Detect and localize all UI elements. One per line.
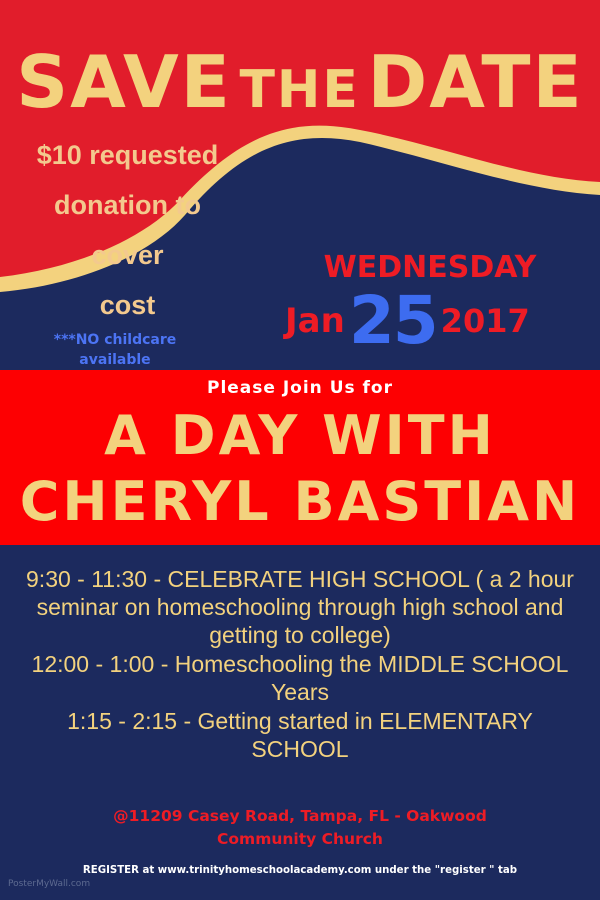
- save-the-date-headline: [0, 40, 600, 124]
- schedule-item: 12:00 - 1:00 - Homeschooling the MIDDLE SCHOOL Years: [31, 651, 569, 705]
- event-weekday: WEDNESDAY: [323, 250, 537, 285]
- location-line: @11209 Casey Road, Tampa, FL - Oakwood: [113, 807, 487, 825]
- donation-line: cost: [99, 290, 156, 320]
- invite-text: Please Join Us for: [206, 378, 393, 398]
- event-location: [20, 805, 580, 851]
- location-line: Community Church: [217, 830, 383, 848]
- title-line: A DAY WITH: [104, 404, 496, 467]
- schedule-item: 9:30 - 11:30 - CELEBRATE HIGH SCHOOL ( a 2 hour seminar on homeschooling through high school and getting to college): [26, 566, 574, 648]
- save-word: SAVE: [16, 40, 232, 124]
- childcare-line: available: [79, 352, 151, 368]
- event-month: Jan: [285, 300, 345, 341]
- event-date: [285, 282, 585, 359]
- childcare-line: ***NO childcare: [53, 332, 177, 348]
- childcare-note: [30, 330, 200, 370]
- schedule-item: 1:15 - 2:15 - Getting started in ELEMENTARY SCHOOL: [67, 708, 533, 762]
- donation-line: donation to cover: [54, 190, 201, 270]
- event-day: 25: [348, 282, 437, 359]
- title-line: CHERYL BASTIAN: [19, 470, 581, 533]
- event-title: [0, 403, 600, 535]
- watermark: PosterMyWall.com: [8, 879, 91, 889]
- event-year: 2017: [440, 301, 530, 340]
- the-word: THE: [239, 60, 360, 120]
- donation-note: [15, 130, 240, 330]
- donation-line: $10 requested: [36, 140, 219, 170]
- schedule: [20, 565, 580, 764]
- date-word: DATE: [367, 40, 584, 124]
- register-note: REGISTER at www.trinityhomeschoolacademy.com under the "register " tab: [82, 865, 518, 876]
